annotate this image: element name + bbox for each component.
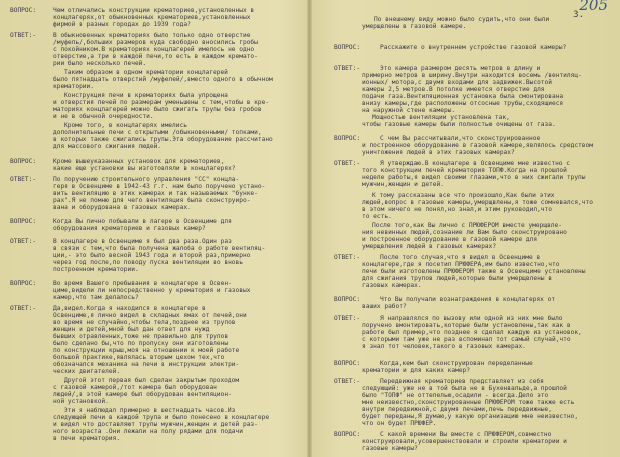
text-line: ваших работ?	[362, 303, 407, 310]
text-line: людей,вопрос в газовые камеры,умерщвлены,я тоже сомневался,что	[362, 199, 593, 206]
qa-label: ВОПРОС:	[334, 360, 361, 367]
text-line: рии было несколько печей.	[53, 60, 147, 67]
text-line: Это камера размером десять метров в длину и	[380, 65, 541, 72]
text-line: построенном крематории.	[53, 266, 139, 273]
text-line: было "ТОПФ" не оттепелью,осадили - всегда.Дело это	[362, 392, 549, 399]
qa-label: ВОПРОС:	[10, 218, 37, 225]
right-page	[312, 0, 620, 457]
text-line: и построенное оборудование в газовой камере для	[362, 236, 538, 243]
text-line: примерно метров в ширину.Внутри находится восемь /вентиляц-	[362, 72, 582, 79]
text-line: В концлагере в Освенциме я был два раза.Один раз	[53, 238, 232, 245]
text-line: мужчин,женщин и детей.	[362, 181, 444, 188]
qa-label: ВОПРОС:	[334, 431, 361, 438]
text-line: ионных/ мотора,с двумя входами для задвижек.Высотой	[362, 79, 552, 86]
text-line: людей/,в этой камере был оборудован вентиляцион-	[53, 391, 232, 398]
text-line: отверстие,а три в каждой печи,то есть в каждом кремато-	[53, 53, 258, 60]
text-line: было сделано бы,что по пропуску они изготовлены	[53, 340, 229, 347]
qa-label: ОТВЕТ:-	[334, 254, 361, 261]
qa-label: ВОПРОС:	[334, 296, 361, 303]
text-line: печи были изготовлены ПРЮФЕРОМ также в Освенциме установлены	[362, 268, 586, 275]
text-line: следующей печи в каждой трупа и было понесено в концлагере	[53, 414, 270, 421]
text-line: уничтожения людей в этих газовых камерах?	[362, 149, 515, 156]
text-line: фирмой в разных городах до 1939 года?	[53, 21, 191, 28]
text-line: мне неизвестно,сконструированные ПРЮФЕРОМ тоже также есть	[362, 399, 575, 406]
text-line: Эти я наблюдал примерно в шестнадцать часов.Из	[64, 407, 236, 414]
text-line: После того,как Вы лично с ПРЮФЕРОМ вместе умерщвле-	[372, 222, 562, 229]
text-line: бывших отравленных,тоже не правильно для трупов	[53, 333, 229, 340]
text-line: камер,что там делалось?	[53, 294, 139, 301]
text-line: неделе работы,я видел своими глазами,что в них сжигали трупы	[362, 174, 586, 181]
text-line: рах".Я не помню для чего вентиляция была сконструиро-	[53, 197, 251, 204]
text-line: внутри передвижной,с двумя печами,печь передвижные,	[362, 406, 552, 413]
text-line: Я направлялся по вызову или одной из них мне было	[380, 315, 563, 322]
text-line: газовые камеры?	[362, 445, 418, 452]
text-line: циме,видели ли непосредственно у крематория и газовых	[53, 287, 251, 294]
text-line: Кроме вышеуказанных установок для крематориев,	[53, 158, 225, 165]
text-line: то есть.	[362, 213, 392, 220]
text-line: оборудования крематориев и газовых камер?	[53, 225, 206, 232]
text-line: геря в Освенциме в 1942-43 г.г. нам было поручено устано-	[53, 183, 266, 190]
text-line: крематории.	[53, 83, 94, 90]
qa-label: ОТВЕТ:-	[10, 238, 37, 245]
text-line: и построенное оборудование в газовой камере,являлось средством	[362, 142, 593, 149]
text-line: во время не случайно,чтобы тела,позднее из трупов	[53, 319, 236, 326]
text-line: Кроме того, в концлагерях имелись	[64, 122, 187, 129]
text-line: По внешнему виду можно было судить,что они были	[374, 16, 550, 23]
text-line: С чем Вы рассчитывали,что сконструированное	[380, 135, 541, 142]
qa-label: ОТВЕТ:-	[10, 305, 37, 312]
text-line: будет переданы,Я думаю,у какую организацию мне неизвестно,	[362, 413, 579, 420]
text-line: вана и оборудована в газовых камерах.	[53, 204, 191, 211]
text-line: Передвижная крематориев представляет из себя	[380, 378, 544, 385]
text-line: Расскажите о внутреннем устройстве газовой камеры?	[380, 44, 567, 51]
text-line: ного возраста .Они лежали на полу рядами для подачи	[53, 428, 243, 435]
text-line: работе был пример,что позднее я сделал каждую из установок,	[362, 329, 582, 336]
text-line: умерщвлены в газовой камере.	[362, 23, 467, 30]
text-line: следующий: уже не в той была не в Бухенвальде,а прошлой	[362, 385, 567, 392]
page-number: 3.	[573, 10, 584, 20]
text-line: и не в обычной очередности.	[53, 113, 154, 120]
text-line: поручено вмонтировать,которые были установлены,так как в	[362, 322, 571, 329]
text-line: и видел что доставляют трупы мужчин,женщин и детей раз-	[53, 421, 258, 428]
text-line: какие еще установки вы изготовляли в концлагерях?	[53, 165, 236, 172]
text-line: дополнительные печи с открытыми /обыкновенными/ топками,	[53, 129, 262, 136]
qa-label: ОТВЕТ:-	[334, 315, 361, 322]
left-page	[0, 0, 306, 457]
qa-label: ВОПРОС:	[10, 280, 37, 287]
qa-label: ОТВЕТ:-	[10, 32, 37, 39]
text-line: Что Вы получали вознаграждения в концлагерях от	[380, 296, 556, 303]
qa-label: ОТВЕТ:-	[334, 65, 361, 72]
text-line: того конструкции печей крематория ТОПФ.Когда на прошлой	[362, 167, 567, 174]
qa-label: ОТВЕТ:-	[334, 378, 361, 385]
text-line: в печи крематория.	[53, 435, 121, 442]
text-line: подачи газа.Вентиляционная установка была смонтирована	[362, 93, 564, 100]
text-line: для сжигания трупов людей,которые были умерщвлены в	[362, 275, 552, 282]
text-line: с покойником.В крематориях концлагерей имелось не одно	[53, 46, 255, 53]
text-line: маториях концлагерей можно было сжигать трупы без гробов	[53, 106, 262, 113]
text-line: чтобы газовые камеры были полностью очищены от газа.	[362, 121, 556, 128]
text-line: обозначался механика на печи в инструкции электри-	[53, 361, 240, 368]
qa-label: ОТВЕТ:-	[10, 176, 37, 183]
text-line: ческих двигателей.	[53, 368, 121, 375]
text-line: После того случая,что я видел в Освенциме в	[380, 254, 541, 261]
text-line: и отверстия печей по размерам уменьшены с тем,чтобы в кре-	[53, 99, 270, 106]
qa-label: ВОПРОС:	[334, 44, 361, 51]
text-line: умерщвления людей в газовых камерах?	[362, 243, 497, 250]
text-line: газовых камерах.	[362, 282, 422, 289]
text-line: Да,видел.Когда я находился в концлагере в	[53, 305, 206, 312]
text-line: Когда Вы лично побывали в лагере в Освенциме для	[53, 218, 232, 225]
text-line: ной установкой.	[53, 398, 109, 405]
text-line: вить вентиляцию в этих камерах и так называемых "бунке-	[53, 190, 258, 197]
text-line: Таким образом в одном крематории концлагерей	[64, 69, 228, 76]
text-line: внизу камеры,где расположены отсосные трубы,сходящиеся	[362, 100, 564, 107]
text-line: Во время Вашего пребывания в концлагере в Освен-	[53, 280, 232, 287]
qa-label: ВОПРОС:	[10, 158, 37, 165]
qa-label: ВОПРОС:	[10, 7, 37, 14]
text-line: Освенциме,я лично видел в складных ямах от печей,они	[53, 312, 247, 319]
text-line: по конструкции крыш,моя на отношении к моей работе	[53, 347, 240, 354]
text-line: Мощностью вентиляции установлена так,	[372, 114, 510, 121]
text-line: через год после,по поводу пуска вентиляции во вновь	[53, 259, 243, 266]
text-line: Когда,кем был сконструирован переделанные	[380, 360, 533, 367]
text-line: С какой времени Вы вместе с ПРЮФЕРОМ,совместно	[380, 431, 552, 438]
text-line: ния невинных людей,сознание ли Вам было сконструировано	[362, 229, 567, 236]
text-line: ции,- это было весной 1943 года и второй раз,примерно	[53, 252, 251, 259]
text-line: в связи с тем,что была получена жалоба о работе вентиляц-	[53, 245, 266, 252]
text-line: Конструкция печи в крематориях была упрощена	[64, 92, 228, 99]
text-line: конструировали,усовершенствовали и строили крематории и	[362, 438, 567, 445]
text-line: женщин и детей,мной был дан ответ для нужд	[53, 326, 210, 333]
text-line: /муфель/,больших размеров куда свободно вносились гробы	[53, 39, 258, 46]
text-line: на наружной стене камеры.	[362, 107, 456, 114]
text-line: К тому рассказаны все что произошло,Как были этих	[372, 192, 555, 199]
text-line: концлагере,где я посетил ПРЮФЕРА,им было известно,что	[362, 261, 560, 268]
text-line: крематории и для каких камер?	[362, 367, 471, 374]
qa-label: ВОПРОС:	[334, 135, 361, 142]
text-line: В обыкновенных крематориях было только одно отверстие	[53, 32, 251, 39]
text-line: для массового сжигания людей.	[53, 143, 162, 150]
qa-label: ОТВЕТ:-	[334, 160, 361, 167]
text-line: было пятнадцать отверстий /муфелей/,вместо одного в обычном	[53, 76, 273, 83]
text-line: в этом ничего не понял,но знал,и этим руководил,что	[362, 206, 552, 213]
text-line: в которых также сжигались трупы.Эта оборудование рассчитано	[53, 136, 273, 143]
text-line: с которыми там уже не раз вспоминал тот самый случай,что	[362, 336, 571, 343]
text-line: я знал тот человек,такого в газовых камерах.	[362, 343, 526, 350]
text-line: По поручению строительного управления "СС" концла-	[53, 176, 240, 183]
text-line: Другой этот первая был сделан закрытым проходом	[64, 377, 240, 384]
text-line: концлагерях,от обыкновенных крематориев,установленных	[53, 14, 251, 21]
text-line: большой практике,являлась вторым цехом тех,что	[53, 354, 225, 361]
text-line: Чем отличались конструкции крематориев,установленных в	[53, 7, 255, 14]
handwritten-annotation: 205	[579, 0, 608, 14]
text-line: Я утверждаю.В концлагере в Освенциме мне известно с	[380, 160, 570, 167]
text-line: камеры 2,5 метров.В потолке имеется отверстие для	[362, 86, 545, 93]
text-line: что он будет ПРЮФЕР.	[362, 420, 437, 427]
text-line: с газовой камерой,/тот камера был оборудован	[53, 384, 217, 391]
